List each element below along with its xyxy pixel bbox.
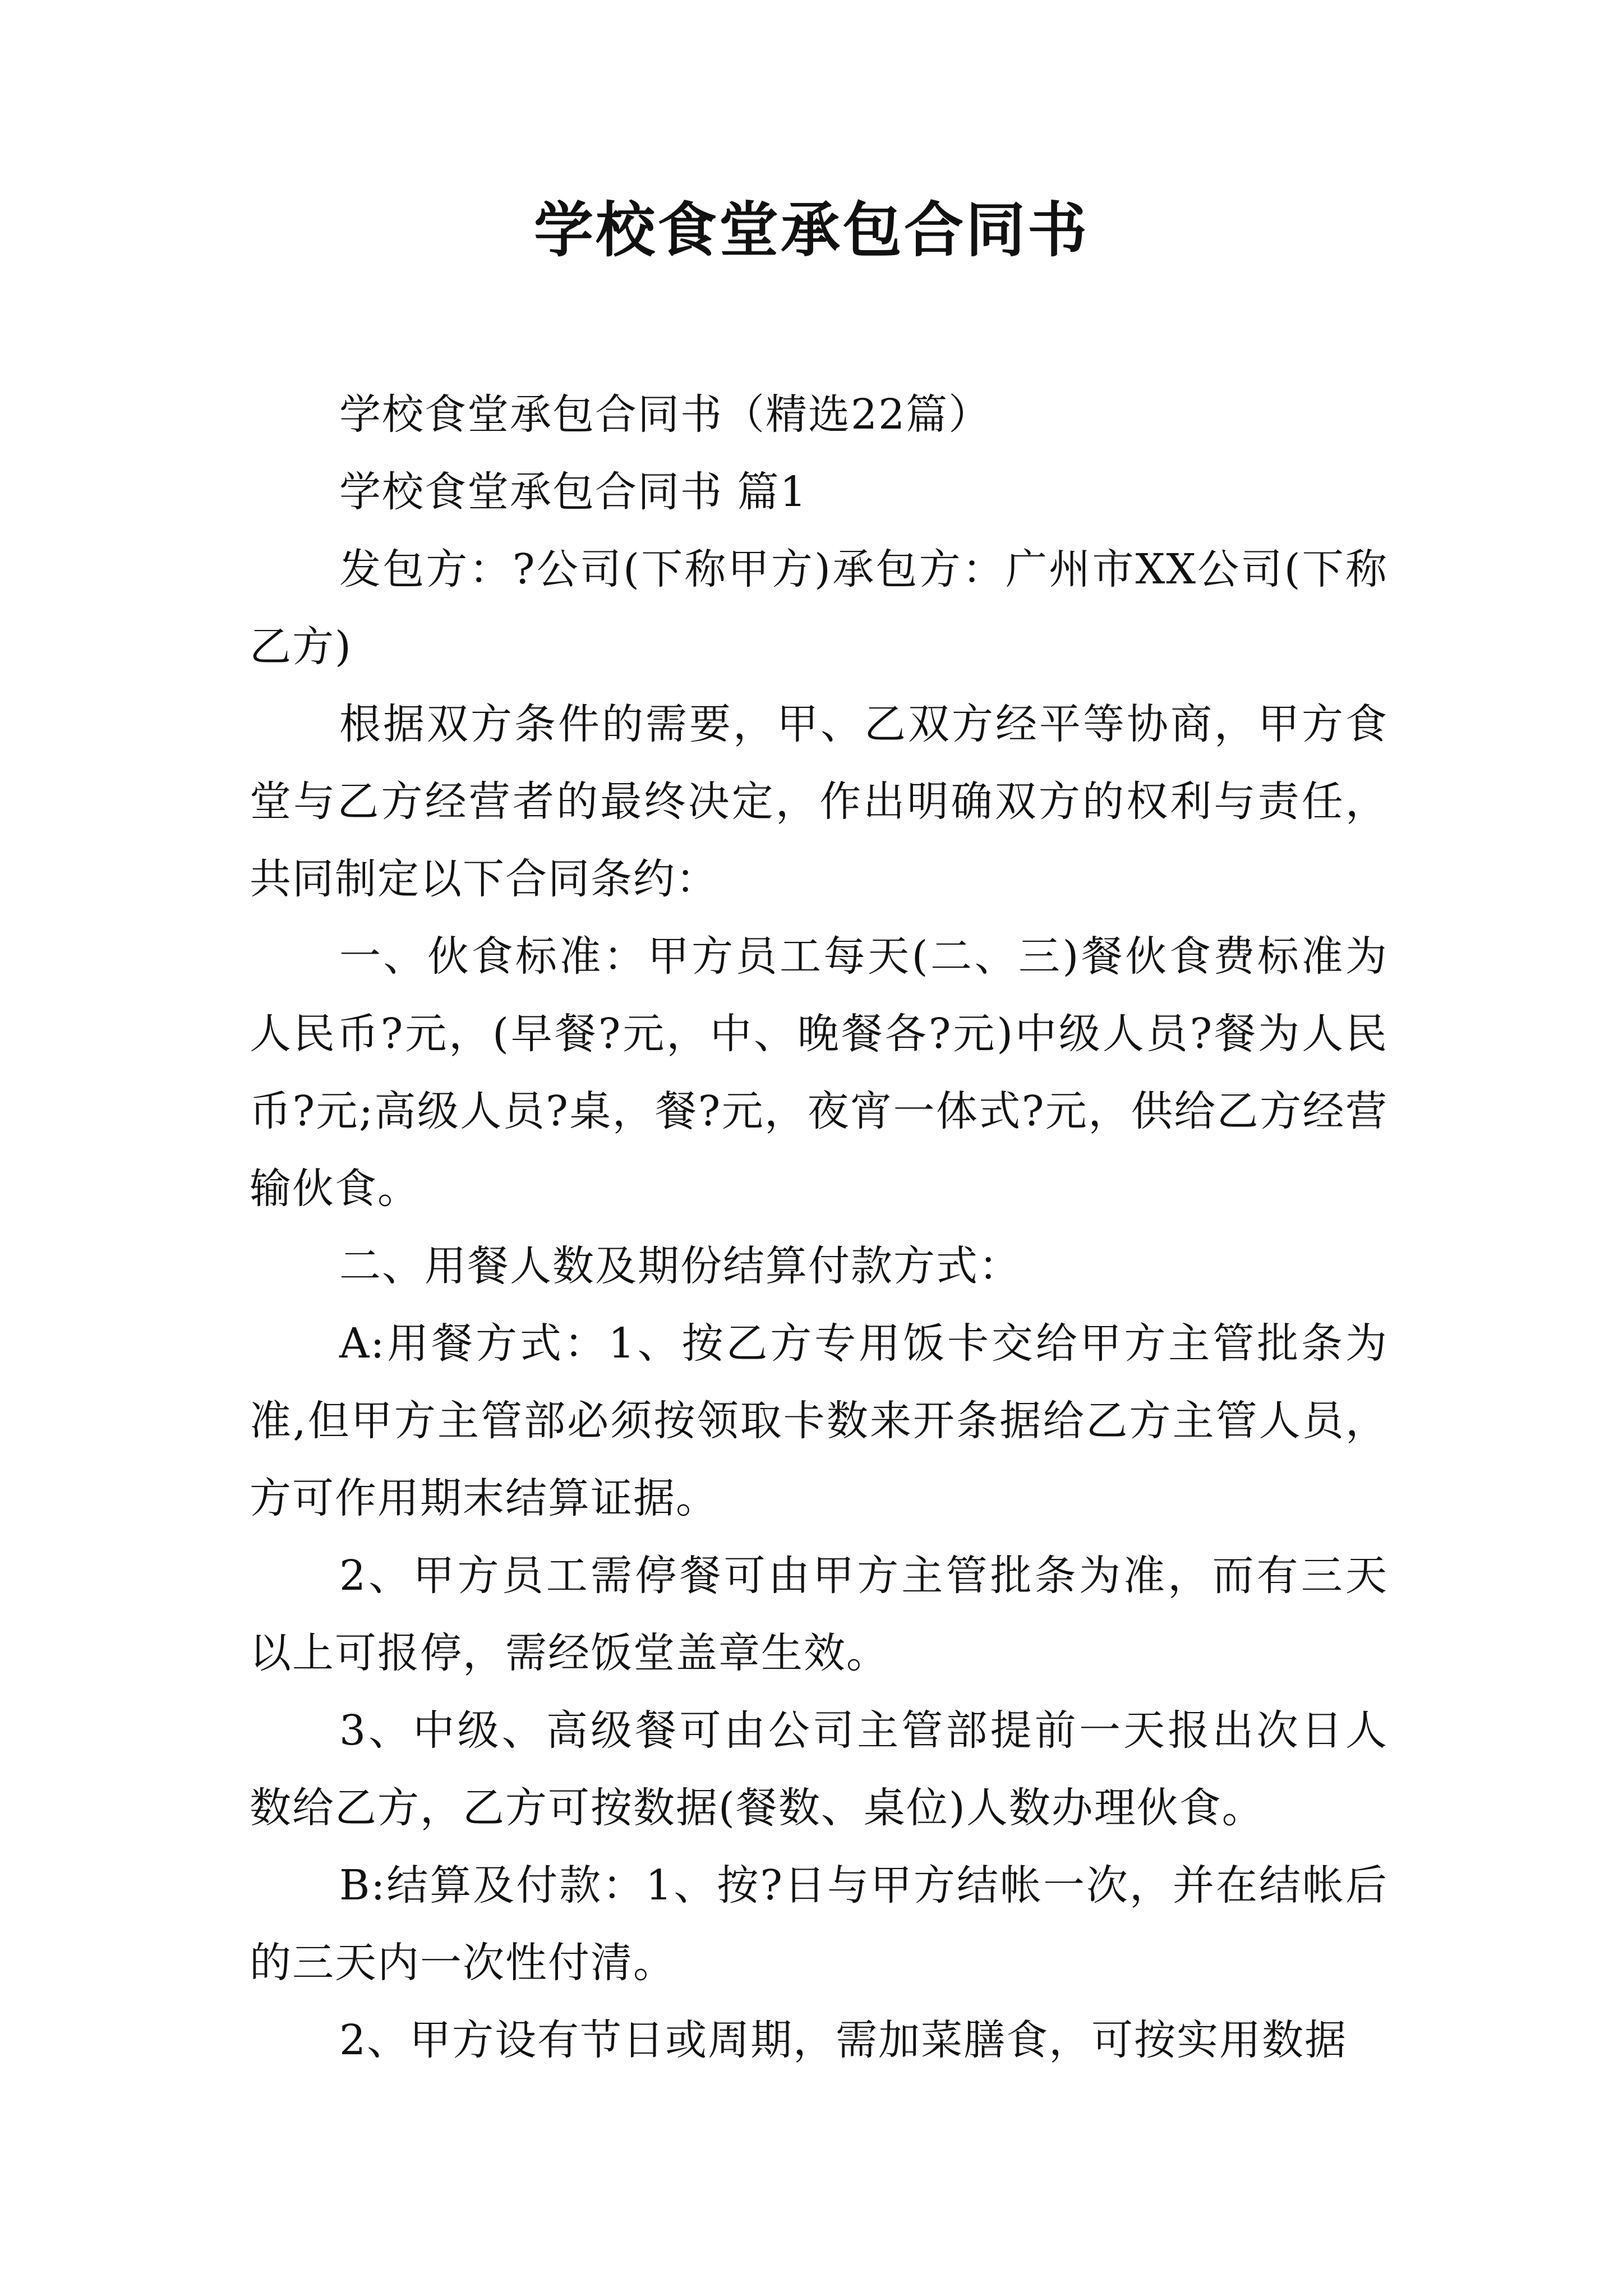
paragraph-clause-2a-2: 2、甲方员工需停餐可由甲方主管批条为准，而有三天以上可报停，需经饭堂盖章生效。 <box>250 1552 1388 1677</box>
paragraph-clause-2a: A:用餐方式：1、按乙方专用饭卡交给甲方主管批条为准,但甲方主管部必须按领取卡数来开条据给乙方主管人员，方可作用期末结算证据。 <box>250 1319 1388 1522</box>
paragraph-clause-2a-3: 3、中级、高级餐可由公司主管部提前一天报出次日人数给乙方，乙方可按数据(餐数、桌位)人数办理伙食。 <box>250 1706 1388 1832</box>
paragraph-clause-2: 二、用餐人数及期份结算付款方式： <box>339 1242 1021 1290</box>
paragraph-heading: 学校食堂承包合同书（精选22篇） <box>339 390 992 439</box>
paragraph-clause-1: 一、伙食标准：甲方员工每天(二、三)餐伙食费标准为人民币?元，(早餐?元，中、晚餐各?元)中级人员?餐为人民币?元;高级人员?桌，餐?元，夜宵一体式?元，供给乙方经营输伙食。 <box>250 932 1388 1213</box>
document-body <box>250 376 1388 2079</box>
paragraph-preamble: 根据双方条件的需要，甲、乙双方经平等协商，甲方食堂与乙方经营者的最终决定，作出明确双方的权利与责任，共同制定以下合同条约： <box>250 700 1388 903</box>
paragraph-section-title: 学校食堂承包合同书 篇1 <box>339 468 808 516</box>
paragraph-clause-2b-2: 2、甲方设有节日或周期，需加菜膳食，可按实用数据 <box>339 2016 1348 2064</box>
paragraph-parties: 发包方：?公司(下称甲方)承包方：广州市XX公司(下称乙方) <box>250 545 1388 671</box>
paragraph-clause-2b: B:结算及付款：1、按?日与甲方结帐一次，并在结帐后的三天内一次性付清。 <box>250 1861 1388 1987</box>
document-title: 学校食堂承包合同书 <box>534 195 1089 265</box>
